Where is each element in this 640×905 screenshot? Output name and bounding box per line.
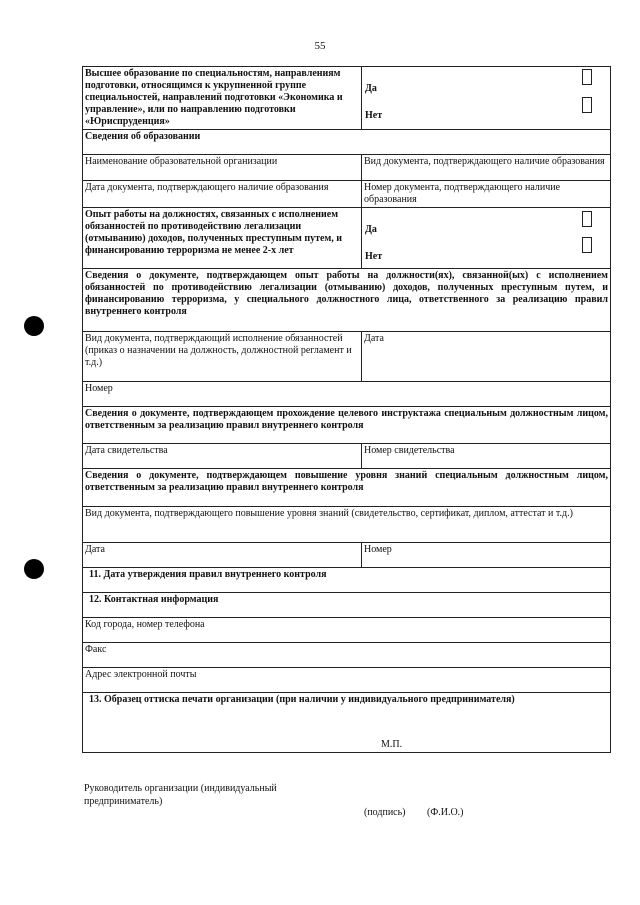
application-form-table [82,66,611,753]
phone-field[interactable]: Код города, номер телефона [83,618,611,643]
higher-education-no-checkbox[interactable] [582,97,592,113]
experience-doc-date-field[interactable]: Дата [362,332,611,382]
education-org-name-field[interactable]: Наименование образовательной организации [83,155,362,181]
signature-caption: (подпись) [364,807,406,818]
section-12-title: 12. Контактная информация [83,593,611,618]
briefing-cert-date-field[interactable]: Дата свидетельства [83,444,362,469]
experience-options [362,208,611,269]
higher-education-yes-checkbox[interactable] [582,69,592,85]
experience-doc-number-field[interactable]: Номер [83,382,611,407]
section-13-title: 13. Образец оттиска печати организации (при наличии у индивидуального предпринимателя) [89,694,515,705]
seal-mp-label: М.П. [381,739,403,750]
qualification-doc-number-field[interactable]: Номер [362,543,611,568]
full-name-caption: (Ф.И.О.) [427,807,464,818]
higher-education-options [362,67,611,130]
head-of-organization-label: Руководитель организации (индивидуальный предприниматель) [84,783,277,807]
higher-education-no-label: Нет [365,110,383,121]
briefing-cert-number-field[interactable]: Номер свидетельства [362,444,611,469]
experience-question: Опыт работы на должностях, связанных с исполнением обязанностей по противодействию легализации (отмыванию) доходов, полученных преступным путем, и финансированию терроризма не менее 2-х лет [83,208,362,269]
education-doc-type-field[interactable]: Вид документа, подтверждающего наличие образования [362,155,611,181]
experience-doc-title: Сведения о документе, подтверждающем опыт работы на должности(ях), связанной(ых) с исполнением обязанностей по противодействию легализации (отмыванию) доходов, полученных преступным путем, и финансированию терроризма, у специального должностного лица, ответственного за реализацию правил внутреннего контроля [83,269,611,332]
experience-no-label: Нет [365,251,383,262]
qualification-doc-date-field[interactable]: Дата [83,543,362,568]
education-doc-date-field[interactable]: Дата документа, подтверждающего наличие образования [83,181,362,208]
higher-education-question: Высшее образование по специальностям, направлениям подготовки, относящимся к укрупненной группе специальностей, направлений подготовки «Экономика и управление», или по направлению подготовки «Юриспруденция» [83,67,362,130]
punch-hole-top [24,316,44,336]
education-info-title: Сведения об образовании [83,130,611,155]
briefing-doc-title: Сведения о документе, подтверждающем прохождение целевого инструктажа специальным должностным лицом, ответственным за реализацию правил внутреннего контроля [83,407,611,444]
email-field[interactable]: Адрес электронной почты [83,668,611,693]
experience-yes-checkbox[interactable] [582,211,592,227]
higher-education-yes-label: Да [365,83,377,94]
experience-doc-type-field[interactable]: Вид документа, подтверждающий исполнение обязанностей (приказ о назначении на должность, должностной регламент и т.д.) [83,332,362,382]
seal-sample-area[interactable] [83,693,611,753]
section-11-title: 11. Дата утверждения правил внутреннего контроля [83,568,611,593]
page-number: 55 [314,40,326,52]
education-doc-number-field[interactable]: Номер документа, подтверждающего наличие образования [362,181,611,208]
experience-yes-label: Да [365,224,377,235]
punch-hole-bottom [24,559,44,579]
fax-field[interactable]: Факс [83,643,611,668]
qualification-doc-type-field[interactable]: Вид документа, подтверждающего повышение уровня знаний (свидетельство, сертификат, диплом, аттестат и т.д.) [83,507,611,543]
experience-no-checkbox[interactable] [582,237,592,253]
qualification-doc-title: Сведения о документе, подтверждающем повышение уровня знаний специальным должностным лицом, ответственным за реализацию правил внутреннего контроля [83,469,611,507]
